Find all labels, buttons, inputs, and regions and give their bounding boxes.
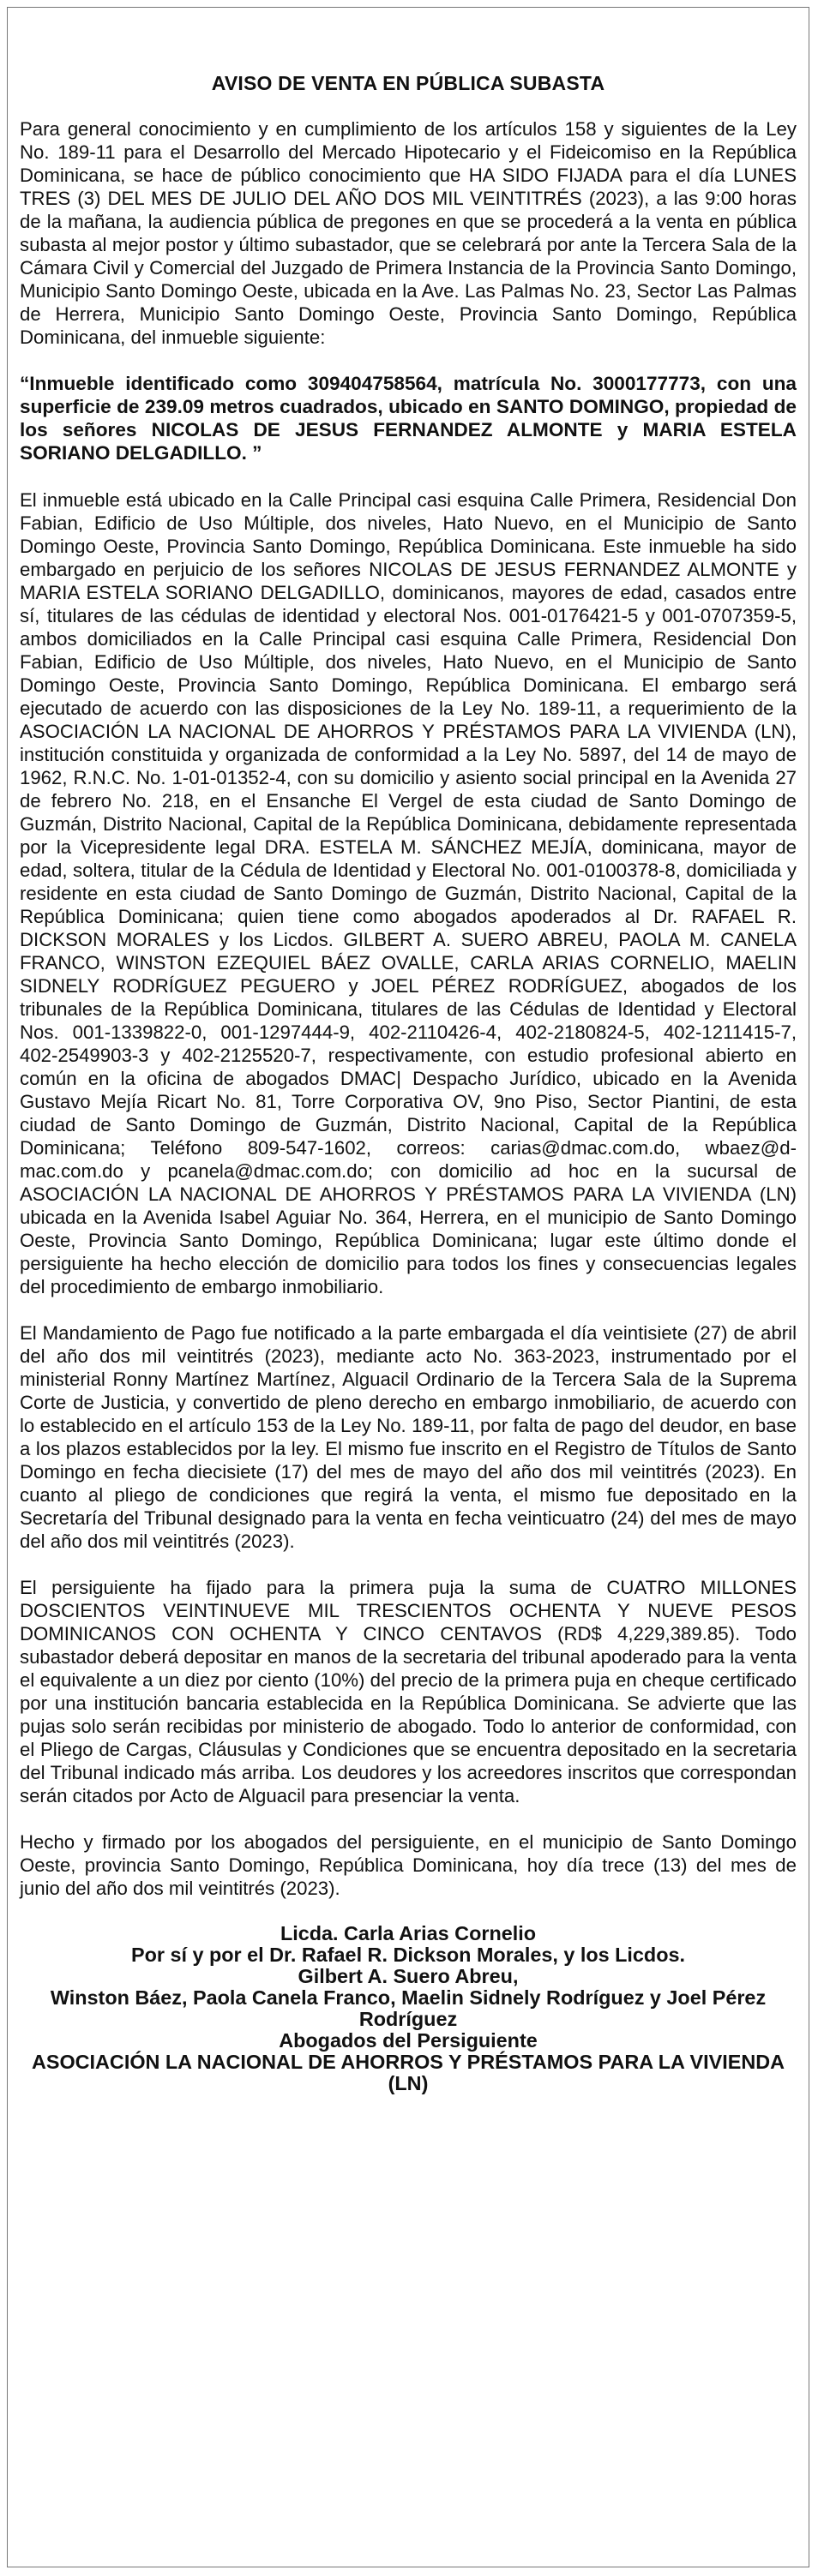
notice-title: AVISO DE VENTA EN PÚBLICA SUBASTA [211,72,605,94]
payment-order-paragraph: El Mandamiento de Pago fue notificado a la parte embargada el día veintisiete (27) de abril del año dos mil veintitrés (2023), mediante acto No. 363-2023, instrumentado por el ministerial Ronny Martínez Martínez, Alguacil Ordinario de la Tercera Sala de la Suprema Corte de Justicia, y convertido de pleno derecho en embargo inmobiliario, de acuerdo con lo establecido en el artículo 153 de la Ley No. 189-11, por falta de pago del deudor, en base a los plazos establecidos por la ley. El mismo fue inscrito en el Registro de Títulos de Santo Domingo en fecha diecisiete (17) del mes de mayo del año dos mil veintitrés (2023). En cuanto al pliego de condiciones que regirá la venta, el mismo fue depositado en la Secretaría del Tribunal designado para la venta en fecha veinticuatro (24) del mes de mayo del año dos mil veintitrés (2023). [20,1322,797,1552]
first-bid-paragraph: El persiguiente ha fijado para la primera puja la suma de CUATRO MILLONES DOSCIENTOS VEINTINUEVE MIL TRESCIENTOS OCHENTA Y NUEVE PESOS DOMINICANOS CON OCHENTA Y CINCO CENTAVOS (RD$ 4,229,389.85). Todo subastador deberá depositar en manos de la secretaria del tribunal apoderado para la venta el equivalente a un diez por ciento (10%) del precio de la primera puja en cheque certificado por una institución bancaria establecida en la República Dominicana. Se advierte que las pujas solo serán recibidas por ministerio de abogado. Todo lo anterior de conformidad, con el Pliego de Cargas, Cláusulas y Condiciones que se encuentra depositado en la secretaria del Tribunal indicado más arriba. Los deudores y los acreedores inscritos que correspondan serán citados por Acto de Alguacil para presenciar la venta. [20,1577,797,1806]
signature-line: Winston Báez, Paola Canela Franco, Maelin Sidnely Rodríguez y Joel Pérez Rodríguez [50,1986,767,2030]
signature-line: Licda. Carla Arias Cornelio [280,1922,537,1944]
signature-block [20,1923,797,2094]
intro-paragraph: Para general conocimiento y en cumplimiento de los artículos 158 y siguientes de la Ley No. 189-11 para el Desarrollo del Mercado Hipotecario y el Fideicomiso en la República Dominicana, se hace de público conocimiento que HA SIDO FIJADA para el día LUNES TRES (3) DEL MES DE JULIO DEL AÑO DOS MIL VEINTITRÉS (2023), a las 9:00 horas de la mañana, la audiencia pública de pregones en que se procederá a la venta en pública subasta al mejor postor y último subastador, que se celebrará por ante la Tercera Sala de la Cámara Civil y Comercial del Juzgado de Primera Instancia de la Provincia Santo Domingo, Municipio Santo Domingo Oeste, ubicada en la Ave. Las Palmas No. 23, Sector Las Palmas de Herrera, Municipio Santo Domingo Oeste, Provincia Santo Domingo, República Dominicana, del inmueble siguiente: [20,118,797,348]
property-description: “Inmueble identificado como 309404758564, matrícula No. 3000177773, con una superficie de 239.09 metros cuadrados, ubicado en SANTO DOMINGO, propiedad de los señores NICOLAS DE JESUS FERNANDEZ ALMONTE y MARIA ESTELA SORIANO DELGADILLO. ” [20,373,797,464]
property-details-paragraph: El inmueble está ubicado en la Calle Principal casi esquina Calle Primera, Residencial Don Fabian, Edificio de Uso Múltiple, dos niveles, Hato Nuevo, en el Municipio de Santo Domingo Oeste, Provincia Santo Domingo, República Dominicana. Este inmueble ha sido embargado en perjuicio de los señores NICOLAS DE JESUS FERNANDEZ ALMONTE y MARIA ESTELA SORIANO DELGADILLO, dominicanos, mayores de edad, casados entre sí, titulares de las cédulas de identidad y electoral Nos. 001-0176421-5 y 001-0707359-5, ambos domiciliados en la Calle Principal casi esquina Calle Primera, Residencial Don Fabian, Edificio de Uso Múltiple, dos niveles, Hato Nuevo, en el Municipio de Santo Domingo Oeste, Provincia Santo Domingo, República Dominicana. El embargo será ejecutado de acuerdo con las disposiciones de la Ley No. 189-11, a requerimiento de la ASOCIACIÓN LA NACIONAL DE AHORROS Y PRÉSTAMOS PARA LA VIVIENDA (LN), institución constituida y organizada de conformidad a la Ley No. 5897, del 14 de mayo de 1962, R.N.C. No. 1-01-01352-4, con su domicilio y asiento social principal en la Avenida 27 de febrero No. 218, en el Ensanche El Vergel de esta ciudad de Santo Domingo de Guzmán, Distrito Nacional, Capital de la República Dominicana, debidamente representada por la Vicepresidente legal DRA. ESTELA M. SÁNCHEZ MEJÍA, dominicana, mayor de edad, soltera, titular de la Cédula de Identidad y Electoral No. 001-0100378-8, domiciliada y residente en esta ciudad de Santo Domingo de Guzmán, Distrito Nacional, Capital de la República Dominicana; quien tiene como abogados apoderados al Dr. RAFAEL R. DICKSON MORALES y los Licdos. GILBERT A. SUERO ABREU, PAOLA M. CANELA FRANCO, WINSTON EZEQUIEL BÁEZ OVALLE, CARLA ARIAS CORNELIO, MAELIN SIDNELY RODRÍGUEZ PEGUERO y JOEL PÉREZ RODRÍGUEZ, abogados de los tribunales de la República Dominicana, titulares de las Cédulas de Identidad y Electoral Nos. 001-1339822-0, 001-1297444-9, 402-2110426-4, 402-2180824-5, 402-1211415-7, 402-2549903-3 y 402-2125520-7, respectivamente, con estudio profesional abierto en común en la oficina de abogados DMAC| Despacho Jurídico, ubicado en la Avenida Gustavo Mejía Ricart No. 81, Torre Corporativa OV, 9no Piso, Sector Piantini, de esta ciudad de Santo Domingo de Guzmán, Distrito Nacional, Capital de la República Dominicana; Teléfono 809-547-1602, correos: carias@dmac.com.do, wbaez@d-mac.com.do y pcanela@dmac.com.do; con domicilio ad hoc en la sucursal de ASOCIACIÓN LA NACIONAL DE AHORROS Y PRÉSTAMOS PARA LA VIVIENDA (LN) ubicada en la Avenida Isabel Aguiar No. 364, Herrera, en el municipio de Santo Domingo Oeste, Provincia Santo Domingo, República Dominicana; lugar este último donde el persiguiente ha hecho elección de domicilio para todos los fines y consecuencias legales del procedimiento de embargo inmobiliario. [20,489,797,1297]
signature-line: Gilbert A. Suero Abreu, [298,1965,519,1987]
signature-line: ASOCIACIÓN LA NACIONAL DE AHORROS Y PRÉSTAMOS PARA LA VIVIENDA (LN) [31,2051,785,2094]
signature-line: Abogados del Persiguiente [279,2029,538,2052]
signed-paragraph: Hecho y firmado por los abogados del persiguiente, en el municipio de Santo Domingo Oeste, provincia Santo Domingo, República Dominicana, hoy día trece (13) del mes de junio del año dos mil veintitrés (2023). [20,1831,797,1899]
notice-frame [7,7,809,2567]
signature-line: Por sí y por el Dr. Rafael R. Dickson Morales, y los Licdos. [130,1944,686,1966]
notice-body [20,16,797,2558]
